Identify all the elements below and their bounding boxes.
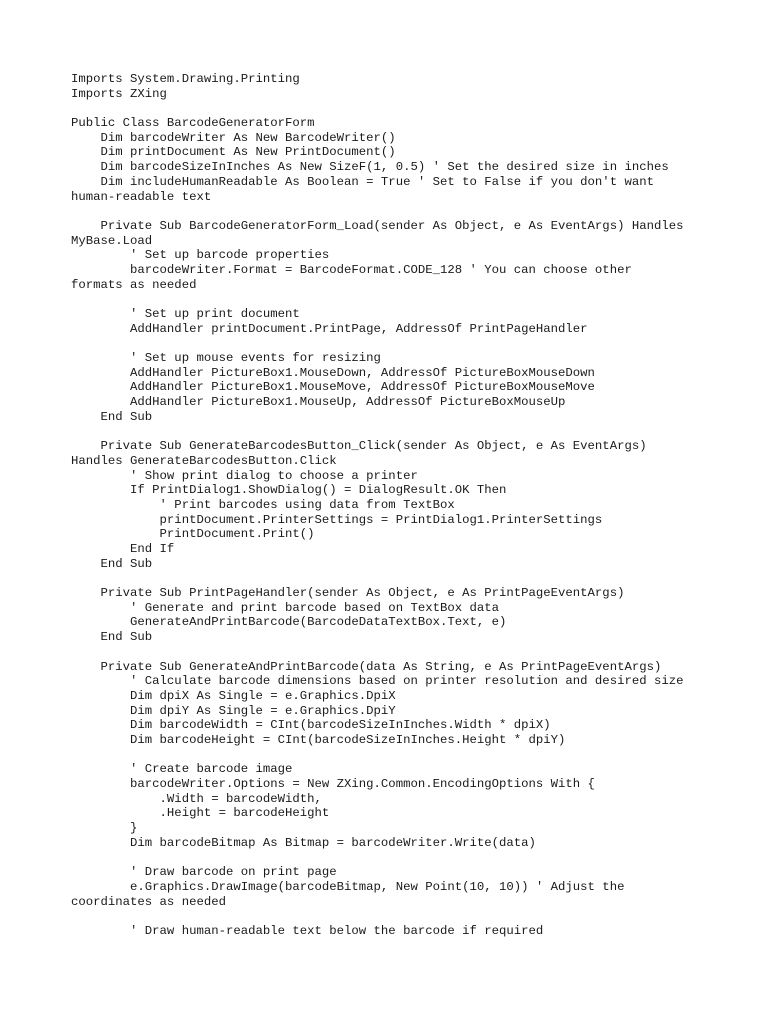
code-line: Dim barcodeSizeInInches As New SizeF(1, 0.5) ' Set the desired size in inches bbox=[71, 160, 669, 175]
code-line: Dim barcodeWriter As New BarcodeWriter() bbox=[71, 130, 396, 145]
code-line bbox=[71, 204, 711, 219]
code-line: Private Sub PrintPageHandler(sender As Object, e As PrintPageEventArgs) bbox=[71, 586, 625, 601]
code-line: ' Print barcodes using data from TextBox bbox=[71, 497, 455, 512]
code-line: ' Draw human-readable text below the barcode if required bbox=[71, 923, 544, 938]
code-line: Dim dpiY As Single = e.Graphics.DpiY bbox=[71, 703, 396, 718]
code-line: } bbox=[71, 821, 138, 836]
code-line bbox=[71, 748, 711, 763]
code-line: Imports ZXing bbox=[71, 86, 167, 101]
code-line: AddHandler PictureBox1.MouseUp, AddressOf PictureBoxMouseUp bbox=[71, 395, 566, 410]
code-line bbox=[71, 571, 711, 586]
code-line: Dim dpiX As Single = e.Graphics.DpiX bbox=[71, 688, 396, 703]
code-line: Public Class BarcodeGeneratorForm bbox=[71, 116, 315, 131]
code-line: MyBase.Load bbox=[71, 233, 153, 248]
code-line: End Sub bbox=[71, 409, 153, 424]
code-listing bbox=[71, 72, 711, 939]
code-line bbox=[71, 909, 711, 924]
code-line bbox=[71, 645, 711, 660]
code-line: ' Show print dialog to choose a printer bbox=[71, 468, 418, 483]
code-line: ' Set up print document bbox=[71, 307, 300, 321]
code-line: Private Sub GenerateBarcodesButton_Click(sender As Object, e As EventArgs) bbox=[71, 439, 647, 454]
code-line: printDocument.PrinterSettings = PrintDialog1.PrinterSettings bbox=[71, 512, 603, 527]
code-line: Handles GenerateBarcodesButton.Click bbox=[71, 453, 337, 468]
code-line: GenerateAndPrintBarcode(BarcodeDataTextBox.Text, e) bbox=[71, 615, 507, 630]
code-line: Dim barcodeBitmap As Bitmap = barcodeWriter.Write(data) bbox=[71, 835, 536, 850]
code-line: ' Calculate barcode dimensions based on printer resolution and desired size bbox=[71, 674, 684, 689]
code-line: barcodeWriter.Format = BarcodeFormat.CODE_128 ' You can choose other bbox=[71, 262, 632, 277]
code-line: formats as needed bbox=[71, 277, 197, 292]
code-line: AddHandler printDocument.PrintPage, AddressOf PrintPageHandler bbox=[71, 321, 588, 336]
code-line bbox=[71, 101, 711, 116]
code-line: ' Draw barcode on print page bbox=[71, 865, 337, 880]
code-line: Dim barcodeWidth = CInt(barcodeSizeInInches.Width * dpiX) bbox=[71, 718, 551, 733]
code-line: Imports System.Drawing.Printing bbox=[71, 72, 300, 86]
code-line: ' Create barcode image bbox=[71, 762, 293, 777]
code-line: Dim includeHumanReadable As Boolean = True ' Set to False if you don't want bbox=[71, 174, 654, 189]
code-line: End Sub bbox=[71, 556, 153, 571]
code-line: barcodeWriter.Options = New ZXing.Common.EncodingOptions With { bbox=[71, 777, 595, 791]
code-line: .Height = barcodeHeight bbox=[71, 806, 330, 821]
code-line: .Width = barcodeWidth, bbox=[71, 791, 322, 806]
code-line: human-readable text bbox=[71, 189, 212, 204]
code-line: ' Set up barcode properties bbox=[71, 248, 330, 263]
code-line: End If bbox=[71, 542, 175, 556]
code-line bbox=[71, 425, 711, 440]
code-line: AddHandler PictureBox1.MouseMove, AddressOf PictureBoxMouseMove bbox=[71, 380, 595, 395]
code-line: Dim barcodeHeight = CInt(barcodeSizeInInches.Height * dpiY) bbox=[71, 732, 566, 747]
code-line bbox=[71, 292, 711, 307]
code-line: AddHandler PictureBox1.MouseDown, AddressOf PictureBoxMouseDown bbox=[71, 365, 595, 380]
code-line bbox=[71, 850, 711, 865]
code-line: coordinates as needed bbox=[71, 894, 226, 909]
code-line: Private Sub BarcodeGeneratorForm_Load(sender As Object, e As EventArgs) Handles bbox=[71, 218, 684, 233]
code-line: Private Sub GenerateAndPrintBarcode(data As String, e As PrintPageEventArgs) bbox=[71, 659, 662, 674]
code-line: PrintDocument.Print() bbox=[71, 527, 315, 542]
code-line bbox=[71, 336, 711, 351]
code-line: If PrintDialog1.ShowDialog() = DialogResult.OK Then bbox=[71, 483, 507, 498]
code-line: End Sub bbox=[71, 630, 153, 645]
code-line: ' Generate and print barcode based on TextBox data bbox=[71, 600, 500, 615]
code-line: Dim printDocument As New PrintDocument() bbox=[71, 145, 396, 160]
code-line: ' Set up mouse events for resizing bbox=[71, 351, 381, 366]
code-line: e.Graphics.DrawImage(barcodeBitmap, New Point(10, 10)) ' Adjust the bbox=[71, 879, 625, 894]
